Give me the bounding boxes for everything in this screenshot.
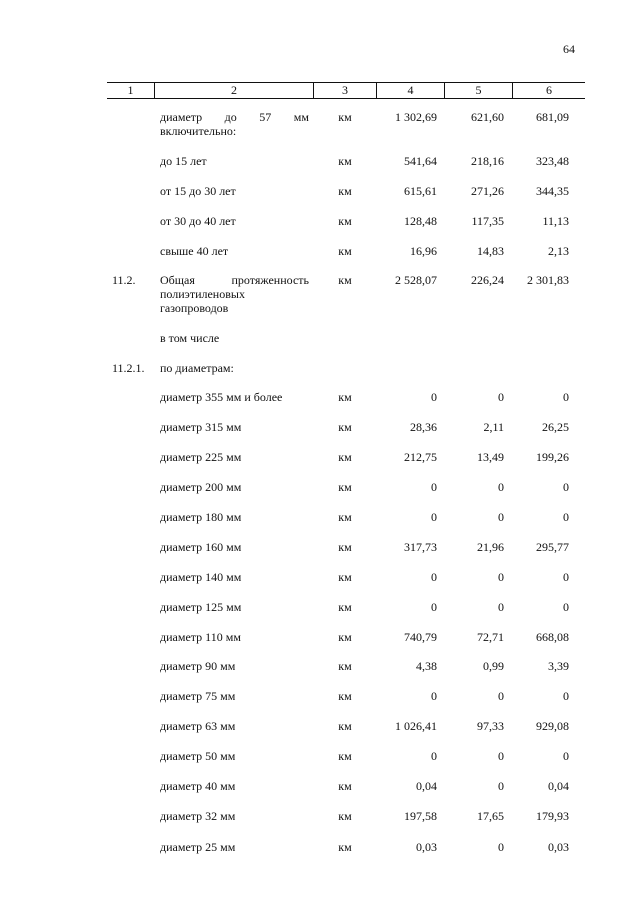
- header-col-1: 1: [127, 83, 134, 97]
- page-number: 64: [563, 42, 575, 56]
- row-value-col6: 323,48: [536, 154, 569, 168]
- row-value-col6: 344,35: [536, 184, 569, 198]
- row-unit: км: [338, 154, 352, 168]
- row-name: [160, 184, 309, 198]
- row-value-col4: 197,58: [404, 809, 437, 823]
- row-value-col4: 740,79: [404, 630, 437, 644]
- row-value-col6: 295,77: [536, 540, 569, 554]
- row-value-col6: 3,39: [548, 659, 569, 673]
- row-value-col4: 0: [431, 570, 437, 584]
- row-value-col6: 0,04: [548, 779, 569, 793]
- row-value-col5: 14,83: [477, 244, 504, 258]
- row-value-col6: 0: [563, 600, 569, 614]
- row-unit: км: [338, 749, 352, 763]
- row-value-col6: 199,26: [536, 450, 569, 464]
- row-name: [160, 110, 309, 138]
- row-unit: км: [338, 540, 352, 554]
- row-value-col6: 26,25: [542, 420, 569, 434]
- row-name: [160, 244, 309, 258]
- row-name-line: диаметр 32 мм: [160, 809, 236, 823]
- row-name: [160, 420, 309, 434]
- row-value-col5: 0: [498, 749, 504, 763]
- row-name-line: диаметр 125 мм: [160, 600, 242, 614]
- row-unit: км: [338, 273, 352, 287]
- row-value-col5: 0,99: [483, 659, 504, 673]
- row-name-line: от 30 до 40 лет: [160, 214, 236, 228]
- row-name-line: диаметр 225 мм: [160, 450, 242, 464]
- row-name-line: полиэтиленовых: [160, 287, 245, 301]
- row-name: [160, 689, 309, 703]
- row-value-col5: 226,24: [471, 273, 504, 287]
- row-value-col5: 271,26: [471, 184, 504, 198]
- row-value-col4: 0: [431, 390, 437, 404]
- row-value-col4: 0: [431, 510, 437, 524]
- row-name: [160, 570, 309, 584]
- row-value-col6: 11,13: [542, 214, 569, 228]
- row-unit: км: [338, 600, 352, 614]
- row-name: [160, 630, 309, 644]
- row-value-col5: 0: [498, 689, 504, 703]
- header-col-4: 4: [407, 83, 414, 97]
- row-value-col4: 317,73: [404, 540, 437, 554]
- row-value-col5: 0: [498, 779, 504, 793]
- row-value-col6: 668,08: [536, 630, 569, 644]
- row-name: [160, 450, 309, 464]
- row-name-line: диаметр 75 мм: [160, 689, 236, 703]
- row-name: [160, 719, 309, 733]
- row-unit: км: [338, 779, 352, 793]
- row-value-col6: 179,93: [536, 809, 569, 823]
- row-value-col5: 0: [498, 600, 504, 614]
- row-unit: км: [338, 510, 352, 524]
- row-value-col4: 16,96: [410, 244, 437, 258]
- row-unit: км: [338, 244, 352, 258]
- row-unit: км: [338, 689, 352, 703]
- row-value-col4: 541,64: [404, 154, 437, 168]
- row-value-col4: 615,61: [404, 184, 437, 198]
- row-value-col5: 621,60: [471, 110, 504, 124]
- row-name-line: диаметр 355 мм и более: [160, 390, 283, 404]
- row-value-col6: 0: [563, 689, 569, 703]
- row-value-col5: 0: [498, 840, 504, 854]
- row-unit: км: [338, 390, 352, 404]
- row-value-col6: 2 301,83: [527, 273, 569, 287]
- row-name-line: диаметр 180 мм: [160, 510, 242, 524]
- row-name-line: диаметр 40 мм: [160, 779, 236, 793]
- row-value-col5: 0: [498, 570, 504, 584]
- row-name: [160, 390, 309, 404]
- table-header-row: [107, 82, 585, 99]
- row-value-col6: 0: [563, 749, 569, 763]
- row-value-col4: 0: [431, 480, 437, 494]
- row-value-col4: 0: [431, 600, 437, 614]
- row-value-col6: 0: [563, 510, 569, 524]
- row-name-line: диаметр 110 мм: [160, 630, 241, 644]
- row-name: [160, 361, 309, 375]
- row-name-line: диаметр 315 мм: [160, 420, 242, 434]
- row-name: [160, 779, 309, 793]
- row-name-line: диаметр 63 мм: [160, 719, 236, 733]
- row-value-col4: 1 302,69: [395, 110, 437, 124]
- row-value-col5: 117,35: [471, 214, 504, 228]
- row-value-col6: 929,08: [536, 719, 569, 733]
- row-value-col6: 0: [563, 480, 569, 494]
- row-unit: км: [338, 719, 352, 733]
- row-number: 11.2.1.: [112, 361, 145, 375]
- row-name: [160, 809, 309, 823]
- row-value-col4: 0: [431, 689, 437, 703]
- row-name-line: от 15 до 30 лет: [160, 184, 236, 198]
- row-value-col6: 2,13: [548, 244, 569, 258]
- row-value-col5: 72,71: [477, 630, 504, 644]
- row-number: 11.2.: [112, 273, 136, 287]
- row-value-col6: 0: [563, 390, 569, 404]
- row-value-col4: 28,36: [410, 420, 437, 434]
- row-unit: км: [338, 184, 352, 198]
- row-unit: км: [338, 214, 352, 228]
- row-unit: км: [338, 809, 352, 823]
- row-name-line: газопроводов: [160, 301, 229, 315]
- row-unit: км: [338, 450, 352, 464]
- row-name-line: диаметр 160 мм: [160, 540, 242, 554]
- row-value-col5: 21,96: [477, 540, 504, 554]
- row-name: [160, 659, 309, 673]
- row-value-col4: 212,75: [404, 450, 437, 464]
- row-unit: км: [338, 659, 352, 673]
- row-name: [160, 510, 309, 524]
- row-name-line: диаметр до 57 мм: [160, 110, 309, 124]
- row-value-col5: 0: [498, 480, 504, 494]
- row-value-col4: 0,03: [416, 840, 437, 854]
- row-unit: км: [338, 420, 352, 434]
- row-value-col6: 681,09: [536, 110, 569, 124]
- row-name: [160, 154, 309, 168]
- row-value-col5: 17,65: [477, 809, 504, 823]
- row-name-line: до 15 лет: [160, 154, 207, 168]
- row-name: [160, 214, 309, 228]
- row-name: [160, 480, 309, 494]
- row-value-col5: 0: [498, 390, 504, 404]
- row-value-col6: 0,03: [548, 840, 569, 854]
- row-name: [160, 540, 309, 554]
- header-col-6: 6: [546, 83, 552, 97]
- row-name-line: диаметр 200 мм: [160, 480, 242, 494]
- row-value-col4: 0,04: [416, 779, 437, 793]
- row-name: [160, 273, 309, 315]
- row-unit: км: [338, 110, 352, 124]
- row-value-col4: 4,38: [416, 659, 437, 673]
- row-name-line: по диаметрам:: [160, 361, 234, 375]
- row-name-line: диаметр 90 мм: [160, 659, 236, 673]
- row-unit: км: [338, 630, 352, 644]
- row-name: [160, 840, 309, 854]
- row-unit: км: [338, 570, 352, 584]
- row-name-line: диаметр 25 мм: [160, 840, 236, 854]
- row-name-line: Общая протяженность: [160, 273, 309, 287]
- header-col-2: 2: [231, 83, 237, 97]
- row-name-line: диаметр 50 мм: [160, 749, 236, 763]
- row-value-col6: 0: [563, 570, 569, 584]
- row-name-line: включительно:: [160, 124, 237, 138]
- row-unit: км: [338, 480, 352, 494]
- row-value-col5: 97,33: [477, 719, 504, 733]
- row-name-line: в том числе: [160, 331, 220, 345]
- row-name-line: свыше 40 лет: [160, 244, 229, 258]
- header-col-3: 3: [342, 83, 348, 97]
- header-col-5: 5: [475, 83, 482, 97]
- row-unit: км: [338, 840, 352, 854]
- row-name-line: диаметр 140 мм: [160, 570, 242, 584]
- row-value-col5: 218,16: [471, 154, 504, 168]
- row-value-col5: 2,11: [483, 420, 504, 434]
- row-name: [160, 749, 309, 763]
- row-value-col5: 13,49: [477, 450, 504, 464]
- row-value-col5: 0: [498, 510, 504, 524]
- row-name: [160, 331, 309, 345]
- row-value-col4: 1 026,41: [395, 719, 437, 733]
- row-name: [160, 600, 309, 614]
- row-value-col4: 128,48: [404, 214, 437, 228]
- row-value-col4: 2 528,07: [395, 273, 437, 287]
- row-value-col4: 0: [431, 749, 437, 763]
